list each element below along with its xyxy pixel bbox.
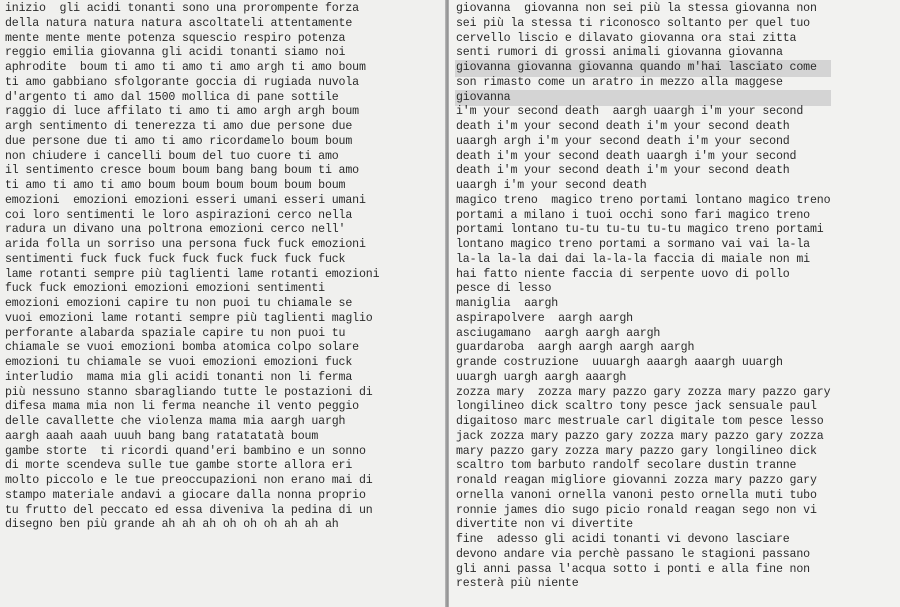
text-line: fine adesso gli acidi tonanti vi devono lasciare <box>456 533 790 546</box>
text-line: senti rumori di grossi animali giovanna giovanna <box>456 46 783 60</box>
text-line: ronald reagan migliore giovanni zozza mary pazzo gary <box>456 474 817 487</box>
text-line: zozza mary zozza mary pazzo gary zozza mary pazzo gary <box>456 385 831 399</box>
right-page-text <box>456 2 830 592</box>
text-line: guardaroba aargh aargh aargh aargh <box>456 341 695 355</box>
text-line: mente mente mente potenza squescio respiro potenza <box>5 31 346 45</box>
text-line: sei più la stessa ti riconosco soltanto per quel tuo <box>456 16 810 30</box>
text-line: death i'm your second death uaargh i'm your second <box>456 149 797 163</box>
text-line: longilineo dick scaltro tony pesce jack sensuale paul <box>456 400 817 414</box>
text-line: lame rotanti sempre più taglienti lame rotanti emozioni <box>5 267 380 281</box>
text-line: radura un divano una poltrona emozioni cerco nell' <box>5 223 346 237</box>
text-line: uaargh i'm your second death <box>456 179 647 192</box>
text-line: maniglia aargh <box>456 297 559 310</box>
text-line: ti amo gabbiano sfolgorante goccia di rugiada nuvola <box>5 75 359 89</box>
text-line: ti amo ti amo ti amo boum boum boum boum boum boum <box>5 179 346 192</box>
text-line: pesce di lesso <box>456 282 552 296</box>
text-line: aspirapolvere aargh aargh <box>456 311 633 325</box>
text-line: jack zozza mary pazzo gary zozza mary pazzo gary zozza <box>456 429 824 443</box>
text-line: uuargh uargh aargh aaargh <box>456 370 627 384</box>
text-line: stampo materiale andavi a giocare dalla nonna proprio <box>5 488 366 502</box>
text-line: divertite non vi divertite <box>456 518 633 532</box>
text-line: magico treno magico treno portami lontano magico treno <box>456 193 831 207</box>
text-line: due persone due ti amo ti amo ricordamelo boum boum <box>5 134 353 148</box>
text-line: molto piccolo e le tue preoccupazioni non erano mai di <box>5 474 373 487</box>
text-line: difesa mama mia non li ferma neanche il vento peggio <box>5 400 359 414</box>
text-line: di morte scendeva sulle tue gambe storte allora eri <box>5 459 353 473</box>
text-line: inizio gli acidi tonanti sono una prorompente forza <box>5 2 359 15</box>
text-line: son rimasto come un aratro in mezzo alla maggese <box>456 75 783 89</box>
text-line: gli anni passa l'acqua sotto i ponti e alla fine non <box>456 562 810 576</box>
text-line: hai fatto niente faccia di serpente uovo di pollo <box>456 267 790 281</box>
text-line: perforante alabarda spaziale capire tu non puoi tu <box>5 326 346 340</box>
text-line: emozioni emozioni emozioni esseri umani esseri umani <box>5 193 366 207</box>
text-line: asciugamano aargh aargh aargh <box>456 326 661 340</box>
text-line: la-la la-la dai dai la-la-la faccia di maiale non mi <box>456 252 810 266</box>
text-line: arida folla un sorriso una persona fuck fuck emozioni <box>5 238 366 251</box>
text-line: ornella vanoni ornella vanoni pesto ornella muti tubo <box>456 488 817 502</box>
text-line: devono andare via perchè passano le stagioni passano <box>456 547 810 561</box>
text-line: interludio mama mia gli acidi tonanti non li ferma <box>5 370 353 384</box>
left-page <box>0 0 446 607</box>
text-line: chiamale se vuoi emozioni bomba atomica colpo solare <box>5 341 359 355</box>
text-line: della natura natura natura ascoltateli attentamente <box>5 16 353 30</box>
text-line: giovanna <box>456 91 830 106</box>
left-page-text <box>5 2 379 533</box>
text-line: cervello liscio e dilavato giovanna ora stai zitta <box>456 31 797 45</box>
text-line: d'argento ti amo dal 1500 mollica di pane sottile <box>5 90 339 104</box>
text-line: digaitoso marc mestruale carl digitale tom pesce lesso <box>456 415 824 428</box>
text-line: sentimenti fuck fuck fuck fuck fuck fuck fuck fuck <box>5 252 346 266</box>
text-line: delle cavallette che violenza mama mia aargh uargh <box>5 415 346 428</box>
text-line: più nessuno stanno sbaragliando tutte le postazioni di <box>5 385 373 399</box>
text-line: portami lontano tu-tu tu-tu tu-tu magico treno portami <box>456 223 824 237</box>
text-line: lontano magico treno portami a sormano vai vai la-la <box>456 238 810 251</box>
text-line: gambe storte ti ricordi quand'eri bambino e un sonno <box>5 444 366 458</box>
right-page <box>449 0 900 607</box>
text-line: reggio emilia giovanna gli acidi tonanti siamo noi <box>5 46 346 60</box>
text-line: mary pazzo gary zozza mary pazzo gary longilineo dick <box>456 444 817 458</box>
text-line: ronnie james dio sugo picio ronald reagan sego non vi <box>456 503 817 517</box>
text-line: disegno ben più grande ah ah ah oh oh oh ah ah ah <box>5 518 339 532</box>
text-line: aphrodite boum ti amo ti amo ti amo argh ti amo boum <box>5 61 366 74</box>
text-line: coi loro sentimenti le loro aspirazioni cerco nella <box>5 208 353 222</box>
text-line: argh sentimento di tenerezza ti amo due persone due <box>5 120 353 133</box>
text-line: portami a milano i tuoi occhi sono fari magico treno <box>456 208 810 222</box>
text-line: scaltro tom barbuto randolf secolare dustin tranne <box>456 459 797 473</box>
text-line: grande costruzione uuuargh aaargh aaargh uuargh <box>456 356 783 369</box>
text-line: giovanna giovanna giovanna quando m'hai lasciato come <box>456 61 830 76</box>
text-line: giovanna giovanna non sei più la stessa giovanna non <box>456 2 817 15</box>
text-line: i'm your second death aargh uaargh i'm your second <box>456 105 804 119</box>
text-line: fuck fuck emozioni emozioni emozioni sentimenti <box>5 282 325 296</box>
text-line: emozioni emozioni capire tu non puoi tu chiamale se <box>5 297 353 310</box>
text-line: il sentimento cresce boum boum bang bang boum ti amo <box>5 164 359 178</box>
text-line: aargh aaah aaah uuuh bang bang ratatatatà boum <box>5 429 319 443</box>
text-line: tu frutto del peccato ed essa diveniva la pedina di un <box>5 503 373 517</box>
text-line: raggio di luce affilato ti amo ti amo argh argh boum <box>5 105 359 119</box>
text-line: non chiudere i cancelli boum del tuo cuore ti amo <box>5 149 339 163</box>
text-line: death i'm your second death i'm your second death <box>456 120 790 133</box>
text-line: death i'm your second death i'm your second death <box>456 164 790 178</box>
text-line: vuoi emozioni lame rotanti sempre più taglienti maglio <box>5 311 373 325</box>
text-line: emozioni tu chiamale se vuoi emozioni emozioni fuck <box>5 356 353 369</box>
text-line: resterà più niente <box>456 577 579 591</box>
text-line: uaargh argh i'm your second death i'm your second <box>456 134 790 148</box>
